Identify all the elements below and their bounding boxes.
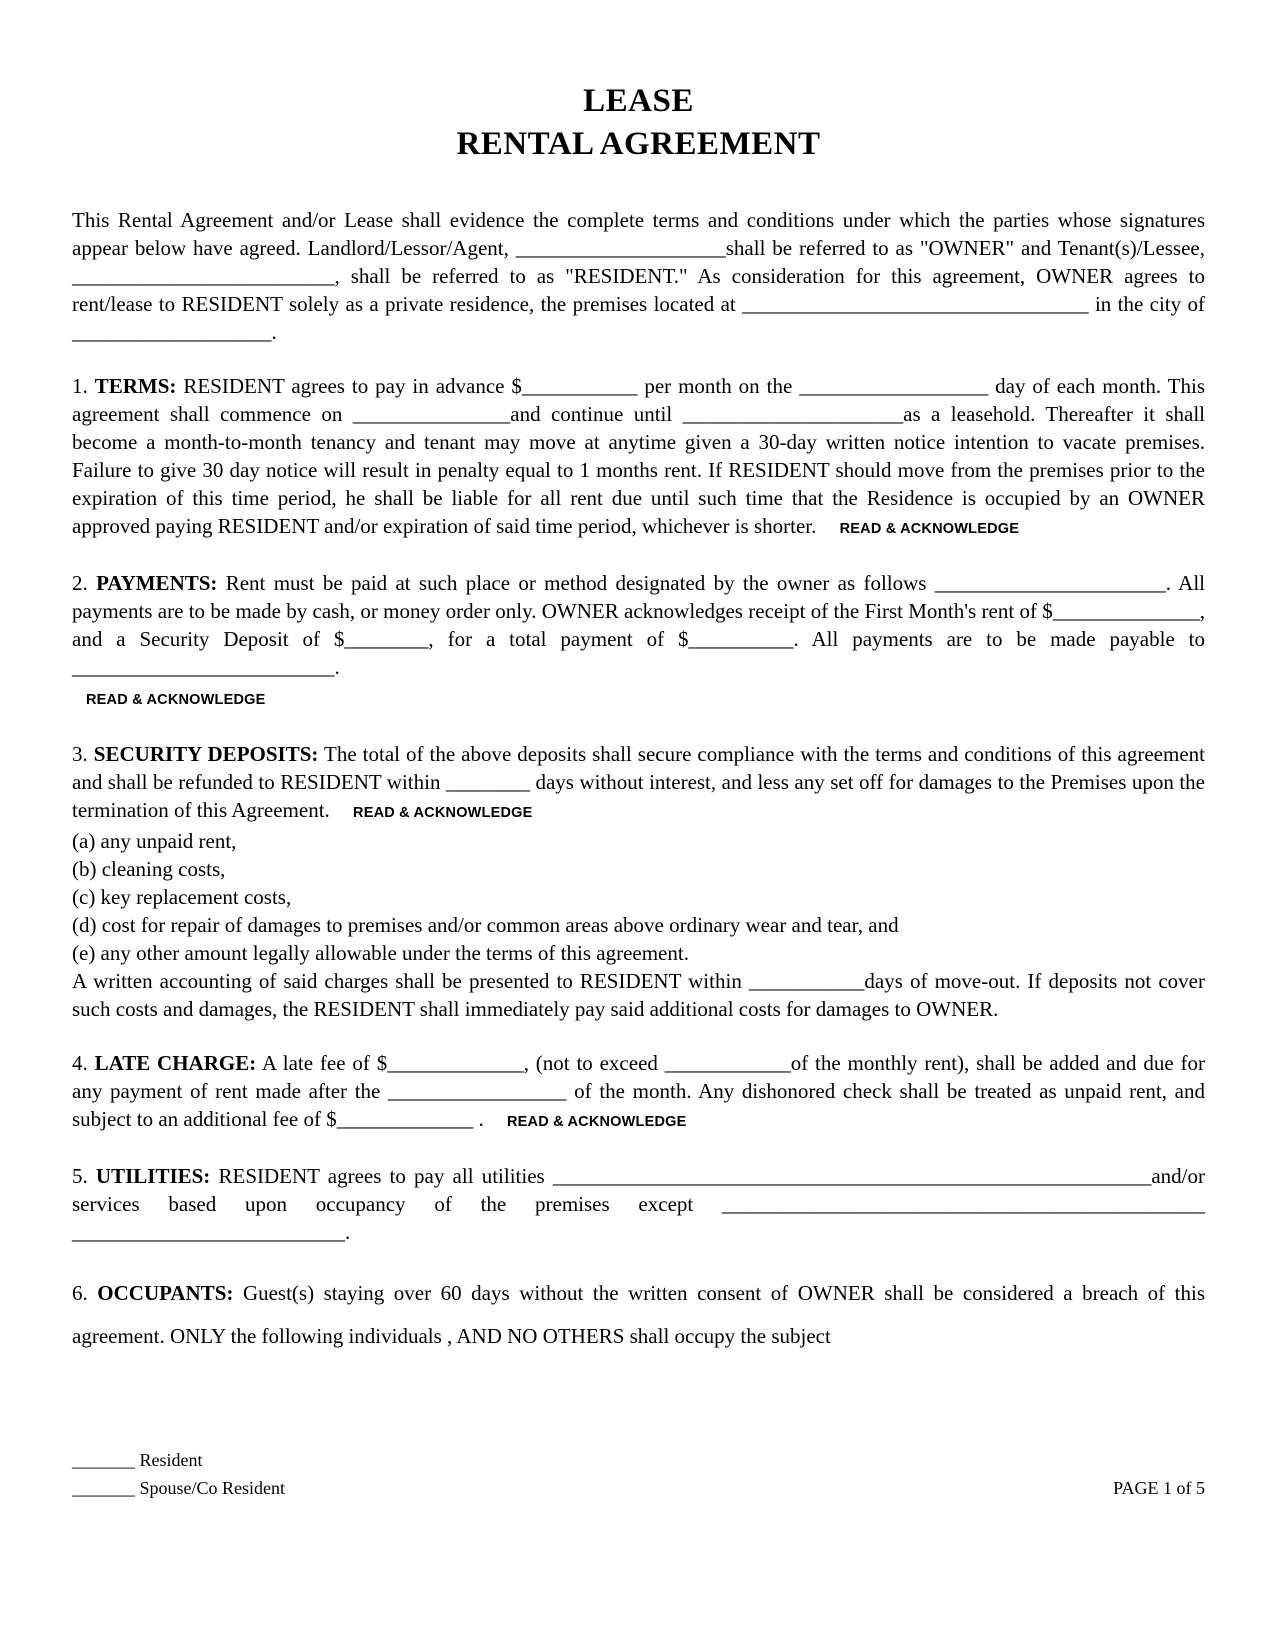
section-payments (72, 569, 1205, 714)
footer-page-number: PAGE 1 of 5 (1113, 1478, 1205, 1498)
security-deposits-closing-paragraph: A written accounting of said charges shall be presented to RESIDENT within ___________days of move-out. If deposits not cover such costs and damages, the RESIDENT shall immediately pay said additional costs for damages to OWNER. (72, 968, 1205, 1021)
section-occupants-paragraph (72, 1272, 1205, 1358)
security-deposit-item-c: (c) key replacement costs, (72, 884, 292, 909)
section-terms (72, 372, 1205, 543)
footer-resident-line: _______ Resident (72, 1450, 203, 1470)
security-deposit-item-a: (a) any unpaid rent, (72, 828, 237, 853)
section-terms-body: RESIDENT agrees to pay in advance $___________ per month on the __________________ day of each month. This agreement shall commence on _______________and continue until _____________________as a leasehold. Thereafter it shall become a month-to-month tenancy and tenant may move at anytime given a 30-day written notice intention to vacate premises. Failure to give 30 day notice will result in penalty equal to 1 months rent. If RESIDENT should move from the premises prior to the expiration of this time period, he shall be liable for all rent due until such time that the Residence is occupied by an OWNER approved paying RESIDENT and/or expiration of said time period, whichever is shorter. (72, 373, 1206, 538)
intro-paragraph: This Rental Agreement and/or Lease shall evidence the complete terms and conditions under which the parties whose signatures appear below have agreed. Landlord/Lessor/Agent, ____________________shall be referred to as "OWNER" and Tenant(s)/Lessee, _________________________, shall be referred to as "RESIDENT." As consideration for this agreement, OWNER agrees to rent/lease to RESIDENT solely as a private residence, the premises located at _________________________________ in the city of ___________________. (72, 207, 1205, 344)
footer-signature-lines (72, 1446, 285, 1502)
section-late-charge-number: 4. (72, 1050, 88, 1075)
section-occupants-body: Guest(s) staying over 60 days without the written consent of OWNER shall be considered a breach of this agreement. ONLY the following individuals , AND NO OTHERS shall occupy the subject (72, 1280, 1205, 1348)
section-utilities-body: RESIDENT agrees to pay all utilities _________________________________________________________and/or services based upon occupancy of the premises except ______________________________________________ __________________________. (72, 1163, 1206, 1244)
section-late-charge-heading: LATE CHARGE: (94, 1050, 257, 1075)
read-acknowledge-label: READ & ACKNOWLEDGE (86, 691, 266, 708)
section-utilities-number: 5. (72, 1163, 88, 1188)
section-late-charge (72, 1049, 1205, 1136)
section-occupants-number: 6. (72, 1280, 88, 1305)
section-payments-number: 2. (72, 570, 88, 595)
section-late-charge-body: A late fee of $_____________, (not to exceed ____________of the monthly rent), shall be added and due for any payment of rent made after the _________________ of the month. Any dishonored check shall be treated as unpaid rent, and subject to an additional fee of $_____________ . (72, 1050, 1206, 1131)
security-deposit-item-d: (d) cost for repair of damages to premises and/or common areas above ordinary wear and tear, and (72, 912, 899, 937)
title-line-lease: LEASE (583, 83, 694, 119)
read-acknowledge-label: READ & ACKNOWLEDGE (507, 1113, 687, 1130)
section-security-deposits-paragraph (72, 740, 1205, 827)
footer-spouse-line: _______ Spouse/Co Resident (72, 1478, 286, 1498)
section-security-deposits (72, 740, 1205, 1023)
read-acknowledge-label: READ & ACKNOWLEDGE (353, 804, 533, 821)
section-utilities (72, 1162, 1205, 1246)
section-utilities-paragraph (72, 1162, 1205, 1246)
section-security-deposits-number: 3. (72, 741, 88, 766)
page-footer (72, 1446, 1205, 1502)
section-utilities-heading: UTILITIES: (95, 1163, 211, 1188)
section-late-charge-paragraph (72, 1049, 1205, 1136)
document-title (72, 80, 1205, 166)
section-security-deposits-heading: SECURITY DEPOSITS: (93, 741, 319, 766)
section-payments-heading: PAYMENTS: (96, 570, 218, 595)
section-payments-paragraph (72, 569, 1205, 681)
section-payments-body: Rent must be paid at such place or method designated by the owner as follows ______________________. All payments are to be made by cash, or money order only. OWNER acknowledges receipt of the First Month's rent of $______________, and a Security Deposit of $________, for a total payment of $__________. All payments are to be made payable to _________________________. (72, 570, 1205, 679)
section-terms-paragraph (72, 372, 1205, 543)
read-acknowledge-label: READ & ACKNOWLEDGE (839, 520, 1020, 537)
section-occupants-heading: OCCUPANTS: (97, 1280, 234, 1305)
section-security-deposits-body: The total of the above deposits shall secure compliance with the terms and conditions of this agreement and shall be refunded to RESIDENT within ________ days without interest, and less any set off for damages to the Premises upon the termination of this Agreement. (72, 741, 1205, 822)
payments-ack-line (72, 683, 1205, 714)
section-terms-heading: TERMS: (94, 373, 177, 398)
section-occupants (72, 1272, 1205, 1358)
security-deposit-item-b: (b) cleaning costs, (72, 856, 226, 881)
title-line-rental-agreement: RENTAL AGREEMENT (456, 125, 821, 162)
section-terms-number: 1. (72, 373, 88, 398)
security-deposit-item-e: (e) any other amount legally allowable under the terms of this agreement. (72, 940, 689, 965)
